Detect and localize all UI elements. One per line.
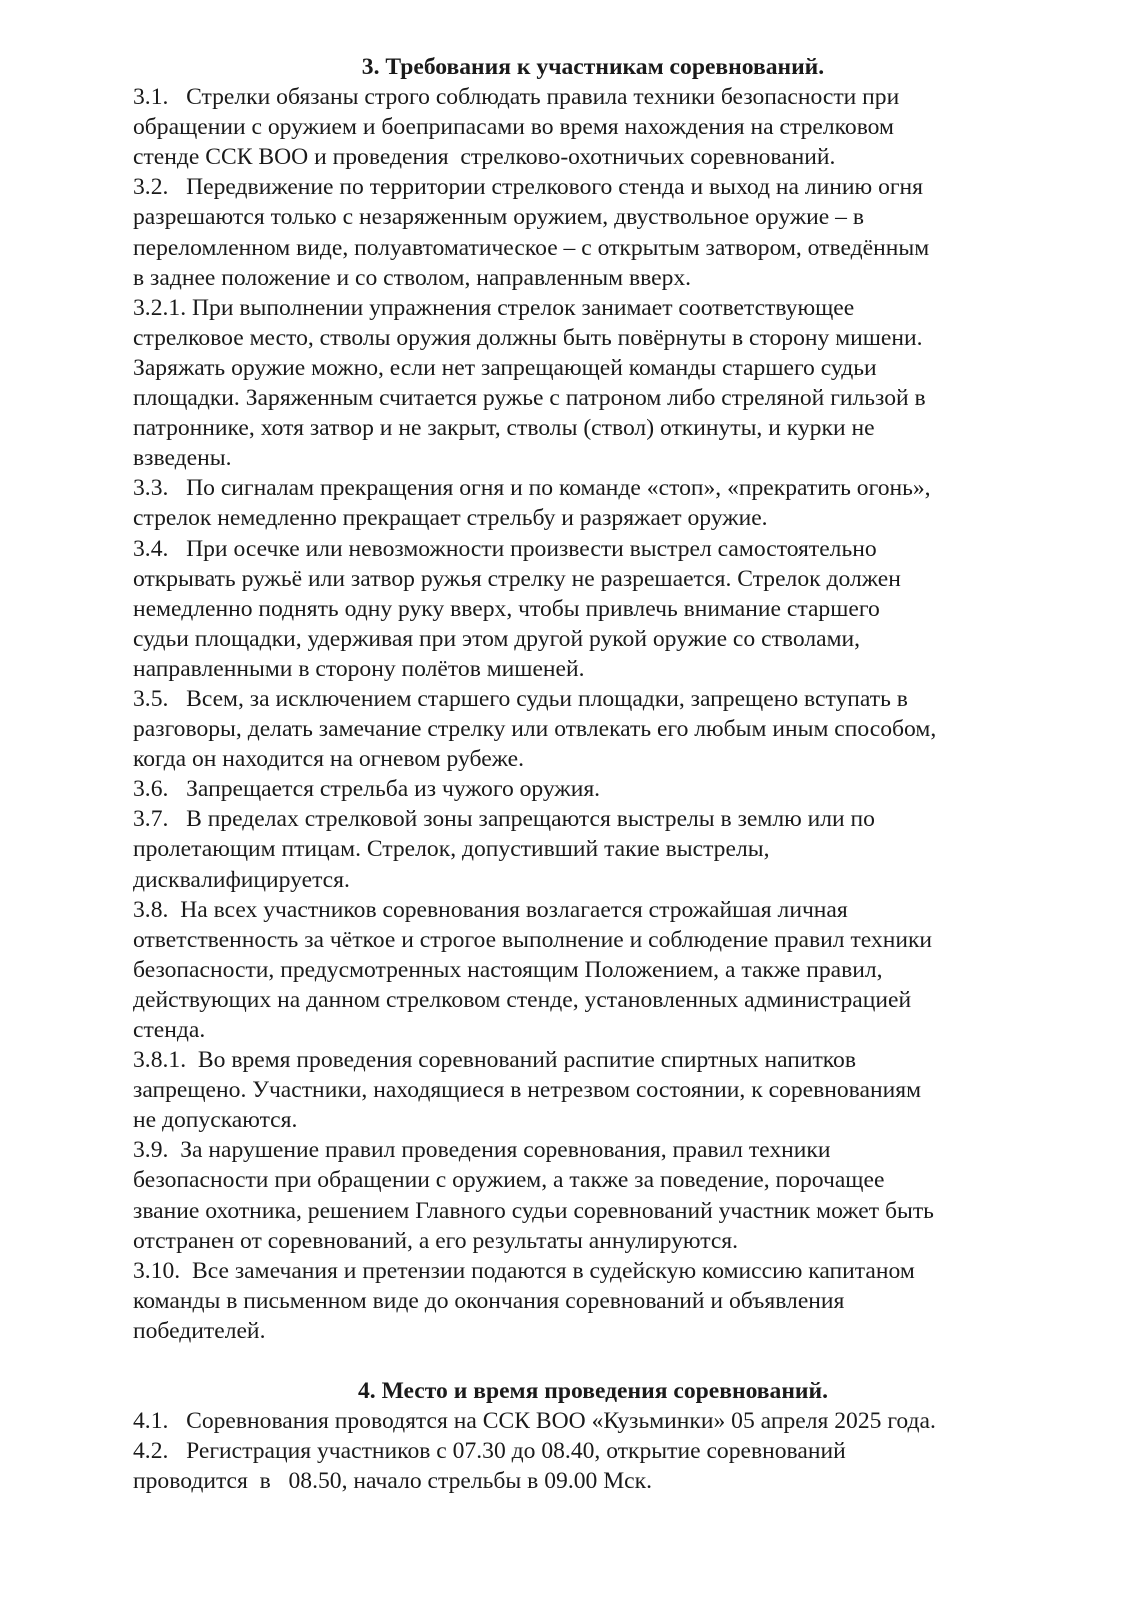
text-line: в заднее положение и со стволом, направленным вверх. bbox=[133, 264, 692, 291]
text-line: когда он находится на огневом рубеже. bbox=[133, 746, 525, 773]
text-line: 3.4. При осечке или невозможности произвести выстрел самостоятельно bbox=[133, 535, 877, 562]
text-line: разрешаются только с незаряженным оружием, двуствольное оружие – в bbox=[133, 204, 865, 231]
text-line: запрещено. Участники, находящиеся в нетрезвом состоянии, к соревнованиям bbox=[133, 1077, 922, 1104]
text-line: 3.3. По сигналам прекращения огня и по команде «стоп», «прекратить огонь», bbox=[133, 475, 931, 502]
text-line: патроннике, хотя затвор и не закрыт, стволы (ствол) откинуты, и курки не bbox=[133, 415, 875, 442]
text-line: разговоры, делать замечание стрелку или отвлекать его любым иным способом, bbox=[133, 716, 937, 743]
text-line: стрелковое место, стволы оружия должны быть повёрнуты в сторону мишени. bbox=[133, 324, 923, 351]
text-line: дисквалифицируется. bbox=[133, 866, 350, 893]
text-line: команды в письменном виде до окончания соревнований и объявления bbox=[133, 1287, 845, 1314]
text-line: стенда. bbox=[133, 1017, 206, 1043]
text-line: безопасности, предусмотренных настоящим Положением, а также правил, bbox=[133, 956, 883, 983]
section-4-heading: 4. Место и время проведения соревнований. bbox=[357, 1378, 829, 1405]
text-line: судьи площадки, удерживая при этом другой рукой оружие со стволами, bbox=[133, 625, 861, 652]
text-line: 4.1. Соревнования проводятся на ССК ВОО «Кузьминки» 05 апреля 2025 года. bbox=[133, 1408, 936, 1435]
text-line: победителей. bbox=[133, 1317, 266, 1344]
text-line: Заряжать оружие можно, если нет запрещающей команды старшего судьи bbox=[133, 354, 877, 381]
text-line: стрелок немедленно прекращает стрельбу и разряжает оружие. bbox=[133, 505, 768, 532]
document-page bbox=[133, 52, 1033, 1496]
text-line: действующих на данном стрелковом стенде, установленных администрацией bbox=[133, 986, 912, 1013]
section-4-body bbox=[133, 1406, 1033, 1496]
text-line: взведены. bbox=[133, 445, 232, 472]
text-line: проводится в 08.50, начало стрельбы в 09.00 Мск. bbox=[133, 1468, 653, 1495]
text-line: 3.9. За нарушение правил проведения соревнования, правил техники bbox=[133, 1137, 831, 1164]
text-line: 3.2. Передвижение по территории стрелкового стенда и выход на линию огня bbox=[133, 174, 924, 201]
text-line: площадки. Заряженным считается ружье с патроном либо стреляной гильзой в bbox=[133, 385, 926, 412]
text-line: пролетающим птицам. Стрелок, допустивший такие выстрелы, bbox=[133, 836, 770, 863]
text-line: 4.2. Регистрация участников с 07.30 до 08.40, открытие соревнований bbox=[133, 1438, 846, 1465]
text-line: 3.1. Стрелки обязаны строго соблюдать правила техники безопасности при bbox=[133, 84, 900, 111]
text-line: стенде ССК ВОО и проведения стрелково-охотничьих соревнований. bbox=[133, 144, 836, 171]
text-line: безопасности при обращении с оружием, а также за поведение, порочащее bbox=[133, 1167, 885, 1194]
text-line: ответственность за чёткое и строгое выполнение и соблюдение правил техники bbox=[133, 926, 933, 953]
text-line: 3.7. В пределах стрелковой зоны запрещаются выстрелы в землю или по bbox=[133, 806, 875, 833]
text-line: открывать ружьё или затвор ружья стрелку не разрешается. Стрелок должен bbox=[133, 565, 901, 592]
text-line: 3.10. Все замечания и претензии подаются в судейскую комиссию капитаном bbox=[133, 1257, 915, 1284]
text-line: 3.5. Всем, за исключением старшего судьи площадки, запрещено вступать в bbox=[133, 685, 908, 712]
text-line: немедленно поднять одну руку вверх, чтобы привлечь внимание старшего bbox=[133, 595, 880, 622]
section-3-heading: 3. Требования к участникам соревнований. bbox=[361, 54, 825, 80]
text-line: отстранен от соревнований, а его результаты аннулируются. bbox=[133, 1227, 739, 1254]
section-gap bbox=[133, 1346, 1033, 1376]
text-line: 3.6. Запрещается стрельба из чужого оружия. bbox=[133, 776, 601, 803]
text-line: переломленном виде, полуавтоматическое – с открытым затвором, отведённым bbox=[133, 234, 930, 261]
text-line: 3.8.1. Во время проведения соревнований распитие спиртных напитков bbox=[133, 1047, 856, 1074]
text-line: 3.8. На всех участников соревнования возлагается строжайшая личная bbox=[133, 896, 848, 923]
text-line: не допускаются. bbox=[133, 1107, 298, 1134]
text-line: 3.2.1. При выполнении упражнения стрелок занимает соответствующее bbox=[133, 294, 855, 321]
text-line: направленными в сторону полётов мишеней. bbox=[133, 655, 585, 682]
text-line: звание охотника, решением Главного судьи соревнований участник может быть bbox=[133, 1197, 934, 1224]
text-line: обращении с оружием и боеприпасами во время нахождения на стрелковом bbox=[133, 114, 894, 141]
section-3-body bbox=[133, 82, 1033, 1346]
